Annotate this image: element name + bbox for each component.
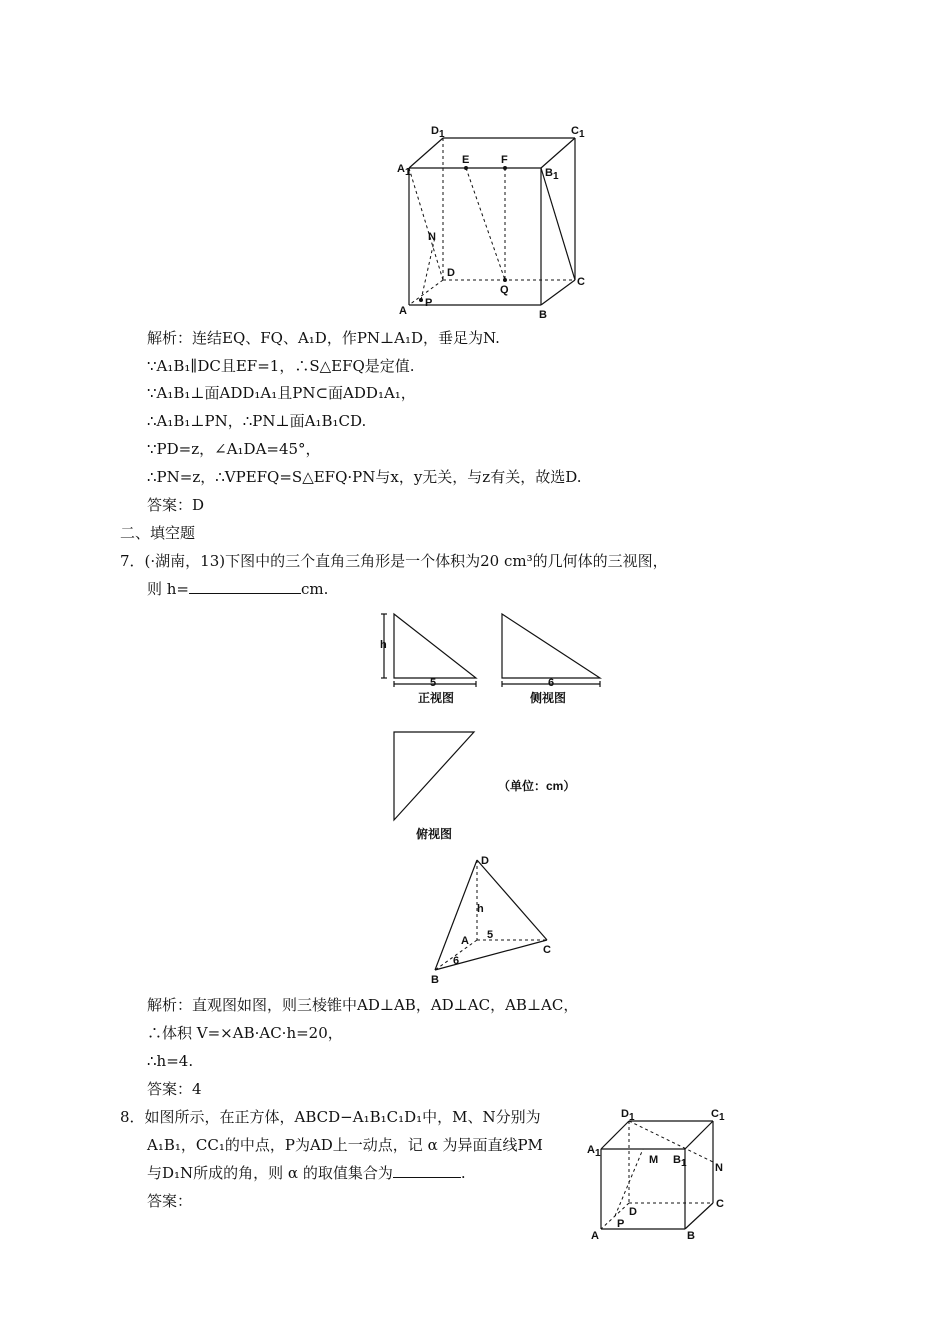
cube2-label-P: P bbox=[617, 1218, 625, 1230]
top-view bbox=[390, 730, 480, 845]
label-Q: Q bbox=[500, 284, 509, 296]
pyramid-figure bbox=[425, 852, 565, 987]
q7-line-1: 7．(·湖南，13)下图中的三个直角三角形是一个体积为20 cm³的几何体的三视图， bbox=[120, 552, 668, 570]
q7-line-2-prefix: 则 h= bbox=[147, 580, 189, 598]
pyramid-6: 6 bbox=[453, 955, 460, 967]
cube-figure-1 bbox=[395, 120, 595, 325]
q7-line-2 bbox=[147, 579, 328, 599]
label-C1: C1 bbox=[571, 125, 585, 140]
cube2-label-C1: C1 bbox=[711, 1108, 725, 1123]
cube2-label-A: A bbox=[591, 1230, 599, 1242]
pyramid-A: A bbox=[461, 935, 469, 947]
label-A1: A1 bbox=[397, 163, 411, 178]
front-width-label: 5 bbox=[430, 677, 437, 689]
cube-figure-2 bbox=[585, 1105, 735, 1240]
front-view-label: 正视图 bbox=[418, 691, 455, 705]
top-view-label: 俯视图 bbox=[416, 827, 453, 841]
label-F: F bbox=[501, 154, 508, 166]
q8-line-3-text: 与D₁N所成的角，则 α 的取值集合为 bbox=[147, 1164, 393, 1182]
q7-answer-blank[interactable] bbox=[189, 579, 301, 594]
label-B: B bbox=[539, 309, 547, 321]
q7-line-2-suffix: cm. bbox=[301, 580, 329, 598]
label-E: E bbox=[462, 154, 470, 166]
cube2-label-D1: D1 bbox=[621, 1108, 635, 1123]
q8-line-1: 8．如图所示，在正方体，ABCD−A₁B₁C₁D₁中，M、N分别为 bbox=[120, 1108, 541, 1126]
label-D: D bbox=[447, 267, 455, 279]
cube2-label-A1: A1 bbox=[587, 1144, 601, 1159]
side-width-label: 6 bbox=[548, 677, 555, 689]
pyramid-C: C bbox=[543, 944, 551, 956]
solution7-line-2: ∴体积 V=×AB·AC·h=20， bbox=[147, 1024, 343, 1042]
section-title: 二、填空题 bbox=[120, 524, 196, 542]
solution6-line-5: ∵PD=z，∠A₁DA=45°， bbox=[147, 440, 321, 458]
label-P: P bbox=[425, 297, 433, 309]
unit-label: （单位：cm） bbox=[498, 779, 576, 793]
q8-answer-blank[interactable] bbox=[393, 1163, 461, 1178]
cube2-label-M: M bbox=[649, 1154, 659, 1166]
label-C: C bbox=[577, 276, 585, 288]
q8-line-2: A₁B₁，CC₁的中点，P为AD上一动点，记 α 为异面直线PM bbox=[147, 1136, 543, 1154]
cube2-label-D: D bbox=[629, 1206, 637, 1218]
label-A: A bbox=[399, 305, 407, 317]
solution6-line-2: ∵A₁B₁∥DC且EF=1，∴S△EFQ是定值. bbox=[147, 357, 415, 375]
solution6-answer: 答案：D bbox=[147, 496, 205, 514]
cube2-label-B: B bbox=[687, 1230, 695, 1242]
pyramid-h: h bbox=[477, 903, 484, 915]
solution7-answer: 答案：4 bbox=[147, 1080, 202, 1098]
pyramid-B: B bbox=[431, 974, 439, 986]
label-D1: D1 bbox=[431, 125, 445, 140]
front-h-label: h bbox=[380, 639, 387, 651]
label-B1: B1 bbox=[545, 167, 559, 182]
solution6-line-1: 解析：连结EQ、FQ、A₁D，作PN⊥A₁D，垂足为N. bbox=[147, 329, 500, 347]
q8-answer: 答案： bbox=[147, 1192, 193, 1210]
solution6-line-3: ∵A₁B₁⊥面ADD₁A₁且PN⊂面ADD₁A₁， bbox=[147, 384, 416, 402]
q8-line-3-suffix: . bbox=[460, 1164, 466, 1182]
front-view bbox=[380, 612, 480, 712]
solution6-line-6: ∴PN=z，∴VPEFQ=S△EFQ·PN与x，y无关，与z有关，故选D. bbox=[147, 468, 582, 486]
cube2-label-B1: B1 bbox=[673, 1154, 687, 1169]
solution7-line-1: 解析：直观图如图，则三棱锥中AD⊥AB，AD⊥AC，AB⊥AC， bbox=[147, 996, 579, 1014]
q8-line-3 bbox=[147, 1163, 466, 1183]
cube2-label-N: N bbox=[715, 1162, 723, 1174]
solution6-line-4: ∴A₁B₁⊥PN，∴PN⊥面A₁B₁CD. bbox=[147, 412, 367, 430]
solution7-line-3: ∴h=4. bbox=[147, 1052, 194, 1070]
side-view-label: 侧视图 bbox=[530, 691, 567, 705]
pyramid-5: 5 bbox=[487, 929, 494, 941]
side-view bbox=[498, 612, 608, 712]
cube2-label-C: C bbox=[716, 1198, 724, 1210]
label-N: N bbox=[428, 231, 436, 243]
pyramid-D: D bbox=[481, 855, 489, 867]
